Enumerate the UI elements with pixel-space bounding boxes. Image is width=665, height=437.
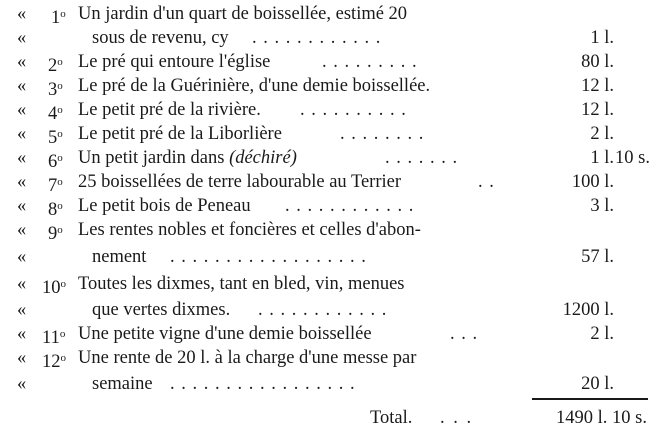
entry-number: 2$^o$ <box>48 56 63 76</box>
entry-6-line <box>0 146 665 170</box>
entry-text: Le petit bois de Peneau <box>78 196 251 216</box>
entry-amount: 12 l. <box>581 76 614 96</box>
entry-text: Le pré qui entoure l'église <box>78 52 271 72</box>
entry-number: 4$^o$ <box>48 104 63 124</box>
entry-11-line <box>0 322 665 346</box>
entry-amount: 1 l. <box>590 28 614 48</box>
entry-text-cont: semaine <box>92 374 153 394</box>
entry-amount: 12 l. <box>581 100 614 120</box>
guillemet-mark: « <box>17 52 27 72</box>
guillemet-mark: « <box>17 274 27 294</box>
entry-2-line <box>0 50 665 74</box>
entry-number: 9$^o$ <box>48 224 63 244</box>
entry-8-line <box>0 194 665 218</box>
entry-number: 8$^o$ <box>48 200 63 220</box>
leader-dots: . . . . . . . . . . . . <box>258 300 388 320</box>
entry-12-line <box>0 346 665 370</box>
entry-number: 7$^o$ <box>48 176 63 196</box>
entry-amount: 1200 l. <box>562 300 614 320</box>
leader-dots: . . . . . . . . . <box>322 52 418 72</box>
entry-text: Le petit pré de la Liborlière <box>78 124 282 144</box>
total-dots: . . . <box>440 408 474 428</box>
guillemet-mark: « <box>17 348 27 368</box>
leader-dots: . . . . . . . . . . <box>300 100 407 120</box>
guillemet-mark: « <box>17 100 27 120</box>
entry-text: Un jardin d'un quart de boissellée, estimé 20 <box>78 4 408 24</box>
leader-dots: . . . . . . . . . . . . <box>285 196 415 216</box>
guillemet-mark: « <box>17 4 27 24</box>
entry-number: 6$^o$ <box>48 152 63 172</box>
entry-amount: 100 l. <box>571 172 614 192</box>
total-amount: 1490 l. 10 s. <box>556 408 647 428</box>
total-rule <box>532 398 648 400</box>
entry-amount: 1 l. <box>590 148 614 168</box>
guillemet-mark: « <box>17 374 27 394</box>
entry-1-continuation <box>0 26 665 50</box>
leader-dots: . . . . . . . . <box>340 124 425 144</box>
guillemet-mark: « <box>17 28 27 48</box>
guillemet-mark: « <box>17 76 27 96</box>
entry-number: 10$^o$ <box>42 278 66 298</box>
entry-italic-note: (déchiré) <box>229 148 297 168</box>
entry-extra-amount: 10 s. <box>615 148 650 168</box>
entry-9-line <box>0 218 665 242</box>
entry-number: 5$^o$ <box>48 128 63 148</box>
entry-7-line <box>0 170 665 194</box>
leader-dots: . . . . . . . . . . . . . . . . . <box>170 374 356 394</box>
entry-text: 25 boissellées de terre labourable au Terrier <box>78 172 402 192</box>
entry-4-line <box>0 98 665 122</box>
total-label: Total. <box>370 408 413 428</box>
total-line <box>0 406 665 430</box>
entry-text-cont: nement <box>92 247 147 267</box>
entry-amount: 2 l. <box>590 124 614 144</box>
entry-amount: 2 l. <box>590 324 614 344</box>
leader-dots: . . . . . . . <box>385 148 459 168</box>
entry-text: Le petit pré de la rivière. <box>78 100 261 120</box>
guillemet-mark: « <box>17 300 27 320</box>
leader-dots: . . . . . . . . . . . . <box>252 28 382 48</box>
leader-dots: . . . . . . . . . . . . . . . . . . <box>170 247 367 267</box>
entry-amount: 80 l. <box>581 52 614 72</box>
entry-text: Toutes les dixmes, tant en bled, vin, menues <box>78 274 405 294</box>
entry-3-line <box>0 74 665 98</box>
entry-amount: 3 l. <box>590 196 614 216</box>
entry-1-line <box>0 2 665 26</box>
entry-amount: 20 l. <box>581 374 614 394</box>
entry-text-cont: que vertes dixmes. <box>92 300 231 320</box>
guillemet-mark: « <box>17 148 27 168</box>
entry-text: Un petit jardin dans (déchiré) <box>78 148 297 168</box>
entry-number: 11$^o$ <box>42 328 66 348</box>
entry-text: Une rente de 20 l. à la charge d'une messe par <box>78 348 417 368</box>
entry-text: Une petite vigne d'une demie boissellée <box>78 324 372 344</box>
leader-dots: . . <box>478 172 495 192</box>
guillemet-mark: « <box>17 220 27 240</box>
entry-5-line <box>0 122 665 146</box>
guillemet-mark: « <box>17 247 27 267</box>
entry-number: 1$^o$ <box>51 8 66 28</box>
guillemet-mark: « <box>17 196 27 216</box>
leader-dots: . . . <box>450 324 479 344</box>
guillemet-mark: « <box>17 172 27 192</box>
entry-amount: 57 l. <box>581 247 614 267</box>
entry-text: Les rentes nobles et foncières et celles d'abon- <box>78 220 421 240</box>
guillemet-mark: « <box>17 324 27 344</box>
entry-text-cont: sous de revenu, cy <box>92 28 229 48</box>
entry-10-continuation <box>0 298 665 322</box>
entry-number: 12$^o$ <box>42 352 66 372</box>
entry-text: Le pré de la Guérinière, d'une demie boissellée. <box>78 76 431 96</box>
entry-10-line <box>0 272 665 296</box>
entry-9-continuation <box>0 245 665 269</box>
entry-number: 3$^o$ <box>48 80 63 100</box>
guillemet-mark: « <box>17 124 27 144</box>
entry-12-continuation <box>0 372 665 396</box>
